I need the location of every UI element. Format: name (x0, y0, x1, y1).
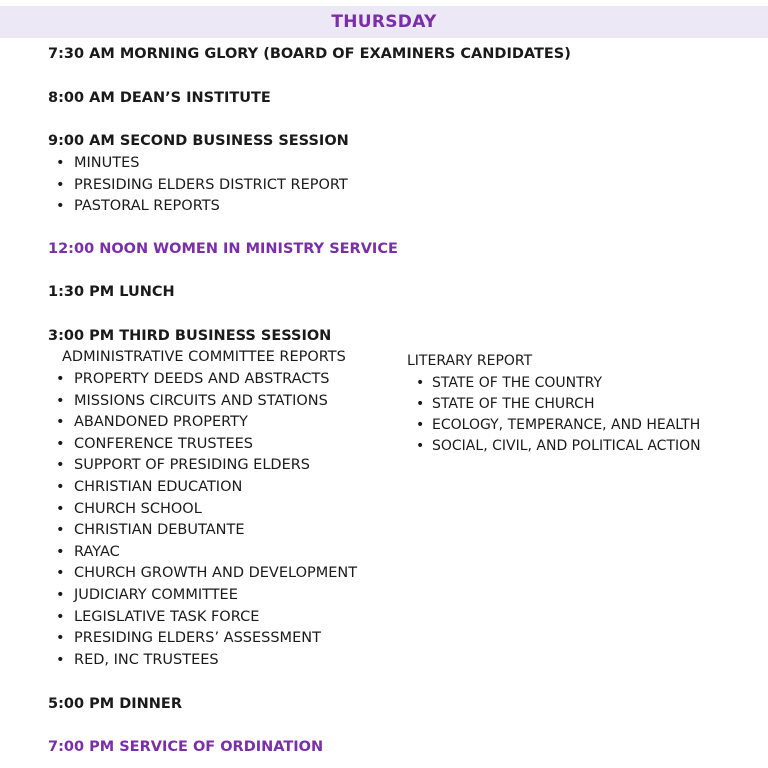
list-item: • LEGISLATIVE TASK FORCE (48, 607, 357, 629)
list-item: • PASTORAL REPORTS (48, 196, 348, 218)
list-item: • MISSIONS CIRCUITS AND STATIONS (48, 391, 357, 413)
list-item: • SUPPORT OF PRESIDING ELDERS (48, 455, 357, 477)
list-item: • PROPERTY DEEDS AND ABSTRACTS (48, 369, 357, 391)
event-lunch: 1:30 PM LUNCH (48, 284, 175, 300)
list-item: • SOCIAL, CIVIL, AND POLITICAL ACTION (408, 436, 701, 457)
list-item: • RAYAC (48, 542, 357, 564)
event-service-of-ordination: 7:00 PM SERVICE OF ORDINATION (48, 739, 324, 755)
list-item: • STATE OF THE COUNTRY (408, 373, 701, 394)
list-item: • CONFERENCE TRUSTEES (48, 434, 357, 456)
list-item: • JUDICIARY COMMITTEE (48, 585, 357, 607)
list-item: • RED, INC TRUSTEES (48, 650, 357, 672)
list-item: • CHURCH SCHOOL (48, 499, 357, 521)
literary-report-list (408, 373, 701, 457)
event-second-business-session: 9:00 AM SECOND BUSINESS SESSION (48, 133, 349, 149)
admin-committee-heading: ADMINISTRATIVE COMMITTEE REPORTS (62, 349, 346, 365)
event-deans-institute: 8:00 AM DEAN’S INSTITUTE (48, 90, 271, 106)
list-item: • PRESIDING ELDERS’ ASSESSMENT (48, 628, 357, 650)
admin-committee-list (48, 369, 357, 671)
list-item: • ECOLOGY, TEMPERANCE, AND HEALTH (408, 415, 701, 436)
list-item: • PRESIDING ELDERS DISTRICT REPORT (48, 175, 348, 197)
literary-report-heading: LITERARY REPORT (407, 353, 533, 369)
day-header (0, 6, 768, 38)
list-item: • ABANDONED PROPERTY (48, 412, 357, 434)
event-women-in-ministry: 12:00 NOON WOMEN IN MINISTRY SERVICE (48, 241, 398, 257)
event-third-business-session: 3:00 PM THIRD BUSINESS SESSION (48, 328, 332, 344)
list-item: • CHRISTIAN DEBUTANTE (48, 520, 357, 542)
event-dinner: 5:00 PM DINNER (48, 696, 182, 712)
list-item: • STATE OF THE CHURCH (408, 394, 701, 415)
event-morning-glory: 7:30 AM MORNING GLORY (BOARD OF EXAMINERS CANDIDATES) (48, 46, 571, 62)
day-title: THURSDAY (331, 12, 437, 32)
list-item: • CHRISTIAN EDUCATION (48, 477, 357, 499)
list-item: • MINUTES (48, 153, 348, 175)
second-session-list (48, 153, 348, 218)
list-item: • CHURCH GROWTH AND DEVELOPMENT (48, 563, 357, 585)
